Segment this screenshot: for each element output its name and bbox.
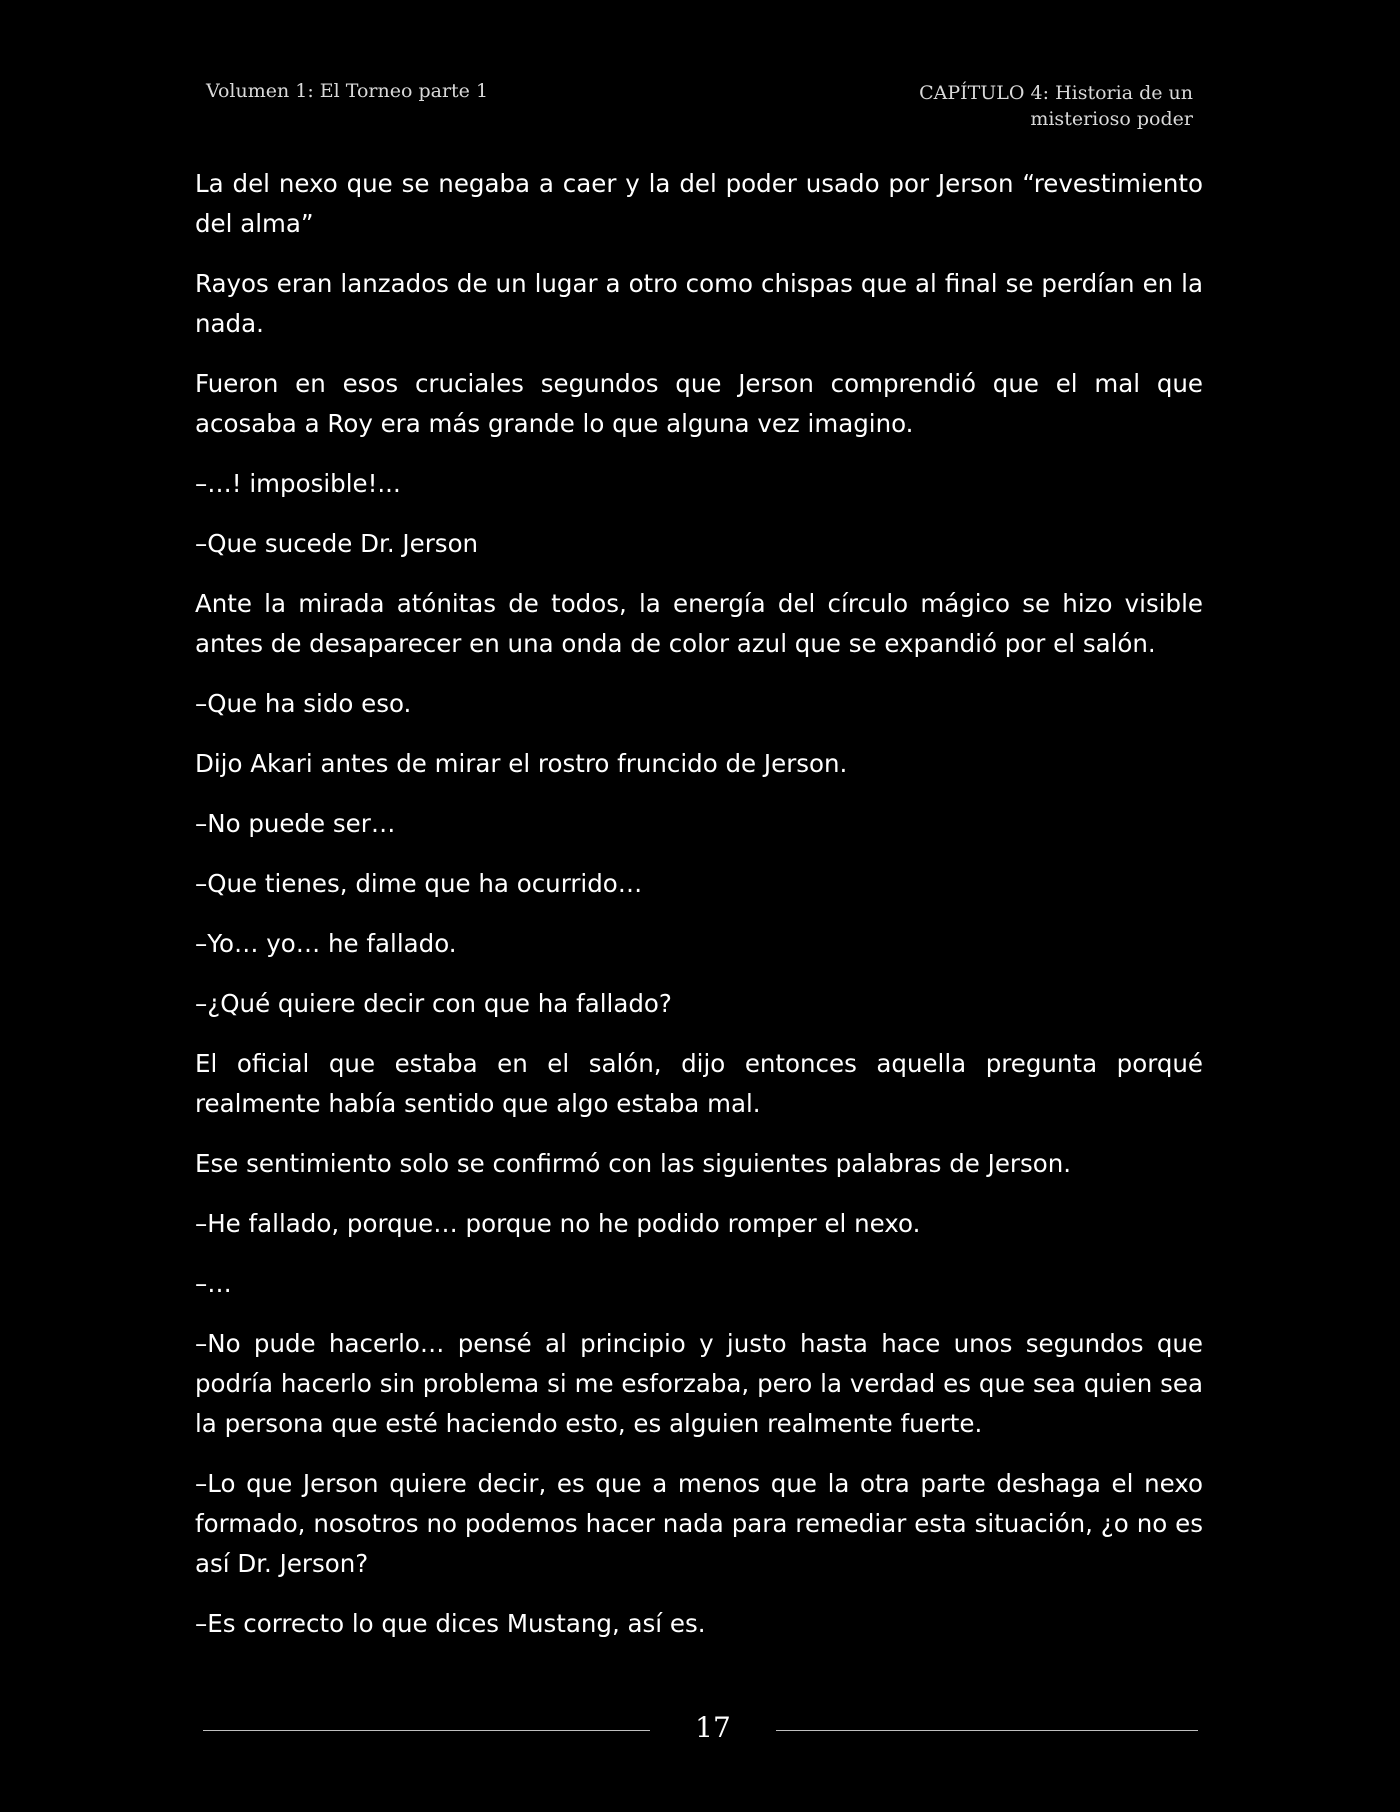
paragraph: –Yo… yo… he fallado.	[195, 929, 457, 958]
paragraph: El oficial que estaba en el salón, dijo entonces aquella pregunta porqué realmente había sentido que algo estaba mal.	[195, 1049, 1203, 1118]
paragraph: –Que ha sido eso.	[195, 689, 412, 718]
footer-rule-right	[776, 1730, 1198, 1731]
paragraph: –Lo que Jerson quiere decir, es que a menos que la otra parte deshaga el nexo formado, nosotros no podemos hacer nada para remediar esta situación, ¿o no es así Dr. Jerson?	[195, 1469, 1203, 1578]
paragraph: Ese sentimiento solo se confirmó con las siguientes palabras de Jerson.	[195, 1149, 1072, 1178]
page-number: 17	[695, 1711, 731, 1744]
running-header-chapter	[863, 80, 1193, 132]
body-text	[195, 164, 1203, 1664]
paragraph: Fueron en esos cruciales segundos que Jerson comprendió que el mal que acosaba a Roy era más grande lo que alguna vez imagino.	[195, 369, 1203, 438]
footer-rule-left	[203, 1730, 650, 1731]
running-header-volume: Volumen 1: El Torneo parte 1	[206, 80, 489, 102]
paragraph: La del nexo que se negaba a caer y la del poder usado por Jerson “revestimiento del alma”	[195, 169, 1203, 238]
paragraph: Dijo Akari antes de mirar el rostro fruncido de Jerson.	[195, 749, 848, 778]
paragraph: –Que sucede Dr. Jerson	[195, 529, 479, 558]
chapter-title-line-2: misterioso poder	[1030, 108, 1193, 130]
chapter-title-line-1: CAPÍTULO 4: Historia de un	[919, 82, 1193, 104]
paragraph: –No pude hacerlo… pensé al principio y justo hasta hace unos segundos que podría hacerlo sin problema si me esforzaba, pero la verdad es que sea quien sea la persona que esté haciendo esto, es alguien realmente fuerte.	[195, 1329, 1203, 1438]
paragraph: –Que tienes, dime que ha ocurrido…	[195, 869, 643, 898]
paragraph: –…	[195, 1269, 232, 1298]
paragraph: –¿Qué quiere decir con que ha fallado?	[195, 989, 672, 1018]
paragraph: Rayos eran lanzados de un lugar a otro como chispas que al final se perdían en la nada.	[195, 269, 1203, 338]
paragraph: –…! imposible!...	[195, 469, 401, 498]
page-footer	[0, 1705, 1400, 1755]
paragraph: –Es correcto lo que dices Mustang, así es.	[195, 1609, 706, 1638]
paragraph: Ante la mirada atónitas de todos, la energía del círculo mágico se hizo visible antes de desaparecer en una onda de color azul que se expandió por el salón.	[195, 589, 1203, 658]
paragraph: –He fallado, porque… porque no he podido romper el nexo.	[195, 1209, 921, 1238]
paragraph: –No puede ser…	[195, 809, 396, 838]
